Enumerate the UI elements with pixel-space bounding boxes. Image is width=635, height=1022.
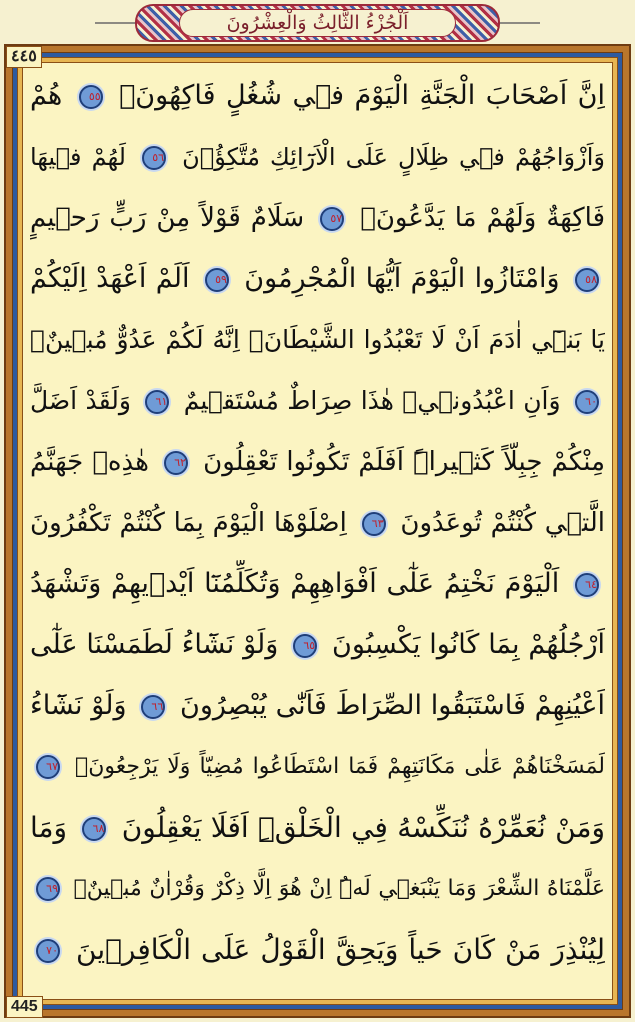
juz-title: اَلْجُزْءُ الثَّالِثُ وَالْعِشْرُونَ: [226, 12, 409, 34]
verse-line: [30, 804, 605, 852]
verse-line: [30, 377, 605, 425]
verse-number-marker: ٥٨: [575, 268, 599, 292]
header-rule-right: [500, 22, 540, 24]
verse-line: [30, 682, 605, 730]
verse-line: [30, 316, 605, 364]
verse-text: وَاَزْوَاجُهُمْ ف۪ي ظِلَالٍ عَلَى الْاَرَٓائِكِ مُتَّكِؤُ۫نَ: [182, 143, 605, 171]
verse-text: اِنَّ اَصْحَابَ الْجَنَّةِ الْيَوْمَ ف۪ي شُغُلٍ فَاكِهُونَۚ: [119, 80, 605, 111]
verse-line: [30, 926, 605, 974]
verse-number-marker: ٦٨: [82, 817, 106, 841]
verse-number-marker: ٧٠: [36, 939, 60, 963]
verse-line: [30, 865, 605, 913]
verse-text: مِنْكُمْ جِبِلّاً كَث۪يراًۜ اَفَلَمْ تَكُونُوا تَعْقِلُونَ: [203, 447, 605, 477]
verse-text: وَلَقَدْ اَضَلَّ: [30, 386, 131, 415]
juz-header-ornament: [135, 4, 500, 42]
verse-number-marker: ٥٩: [205, 268, 229, 292]
verse-text: وَامْتَازُوا الْيَوْمَ اَيُّهَا الْمُجْرِمُونَ: [244, 263, 560, 294]
verse-text: اَعْيُنِهِمْ فَاسْتَبَقُوا الصِّرَاطَ فَاَنّٰى يُبْصِرُونَ: [180, 690, 605, 721]
verse-text: لِيُنْذِرَ مَنْ كَانَ حَياً وَيَحِقَّ الْقَوْلُ عَلَى الْكَافِر۪ينَ: [76, 933, 605, 966]
verse-text: وَلَوْ نَشَٓاءُ: [30, 690, 127, 721]
page-number-latin: 445: [6, 996, 43, 1018]
header-rule-left: [95, 22, 135, 24]
verse-text: يَا بَن۪ٓي اٰدَمَ اَنْ لَا تَعْبُدُوا الشَّيْطَانَۚ اِنَّهُ لَكُمْ عَدُوٌّ مُب۪ينٌۙ: [30, 325, 605, 354]
verse-number-marker: ٥٧: [320, 207, 344, 231]
verse-line: [30, 438, 605, 486]
verse-number-marker: ٦٤: [575, 573, 599, 597]
verse-number-marker: ٦٦: [141, 695, 165, 719]
verse-text: لَمَسَخْنَاهُمْ عَلٰى مَكَانَتِهِمْ فَمَا اسْتَطَاعُوا مُضِيّاً وَلَا يَرْجِعُونَ۟: [75, 754, 605, 779]
verse-line: [30, 255, 605, 303]
verse-text: وَمَنْ نُعَمِّرْهُ نُنَكِّسْهُ فِي الْخَلْقِۜ اَفَلَا يَعْقِلُونَ: [121, 811, 605, 844]
verse-line: [30, 621, 605, 669]
verse-line: [30, 133, 605, 181]
verse-text: اَلَمْ اَعْهَدْ اِلَيْكُمْ: [30, 263, 190, 294]
verse-line: [30, 194, 605, 242]
verse-line: [30, 560, 605, 608]
juz-header-plate: [179, 9, 456, 37]
verse-line: [30, 72, 605, 120]
verse-text: وَلَوْ نَشَٓاءُ لَطَمَسْنَا عَلٰٓى: [30, 629, 279, 660]
verse-line: [30, 499, 605, 547]
verse-text: هٰذِه۪ جَهَنَّمُ: [30, 447, 149, 477]
verse-number-marker: ٦٧: [36, 755, 60, 779]
verse-number-marker: ٥٦: [142, 146, 166, 170]
top-bar: [0, 0, 635, 44]
verse-number-marker: ٦٥: [293, 634, 317, 658]
verse-number-marker: ٦٠: [575, 390, 599, 414]
verse-text: الَّت۪ي كُنْتُمْ تُوعَدُونَ: [400, 508, 605, 538]
verse-line: [30, 743, 605, 791]
verse-text: وَاَنِ اعْبُدُون۪يۜ هٰذَا صِرَاطٌ مُسْتَق۪يمٌ: [183, 386, 561, 415]
verse-text: اِصْلَوْهَا الْيَوْمَ بِمَا كُنْتُمْ تَكْفُرُونَ: [30, 508, 347, 538]
verse-text: عَلَّمْنَاهُ الشِّعْرَ وَمَا يَنْبَغ۪ي لَهُۜ اِنْ هُوَ اِلَّا ذِكْرٌ وَقُرْاٰنٌ مُب۪ينٌۙ: [73, 876, 605, 901]
page-number-arabic: ٤٤٥: [6, 46, 42, 68]
verse-number-marker: ٦٩: [36, 877, 60, 901]
verse-text: سَلَامٌ قَوْلاً مِنْ رَبٍّ رَح۪يمٍ: [30, 203, 305, 233]
verse-number-marker: ٦١: [145, 390, 169, 414]
verse-number-marker: ٦٣: [362, 512, 386, 536]
verse-text: اَرْجُلُهُمْ بِمَا كَانُوا يَكْسِبُونَ: [332, 629, 605, 660]
verse-text: فَاكِهَةٌ وَلَهُمْ مَا يَدَّعُونَۚ: [360, 203, 605, 233]
verse-text: لَهُمْ ف۪يهَا: [30, 143, 126, 171]
verse-number-marker: ٦٢: [164, 451, 188, 475]
verse-text: هُمْ: [30, 80, 63, 111]
verse-text: وَمَا: [30, 811, 68, 844]
verse-number-marker: ٥٥: [79, 85, 103, 109]
verse-text: اَلْيَوْمَ نَخْتِمُ عَلٰٓى اَفْوَاهِهِمْ وَتُكَلِّمُنَٓا اَيْد۪يهِمْ وَتَشْهَدُ: [30, 568, 560, 599]
